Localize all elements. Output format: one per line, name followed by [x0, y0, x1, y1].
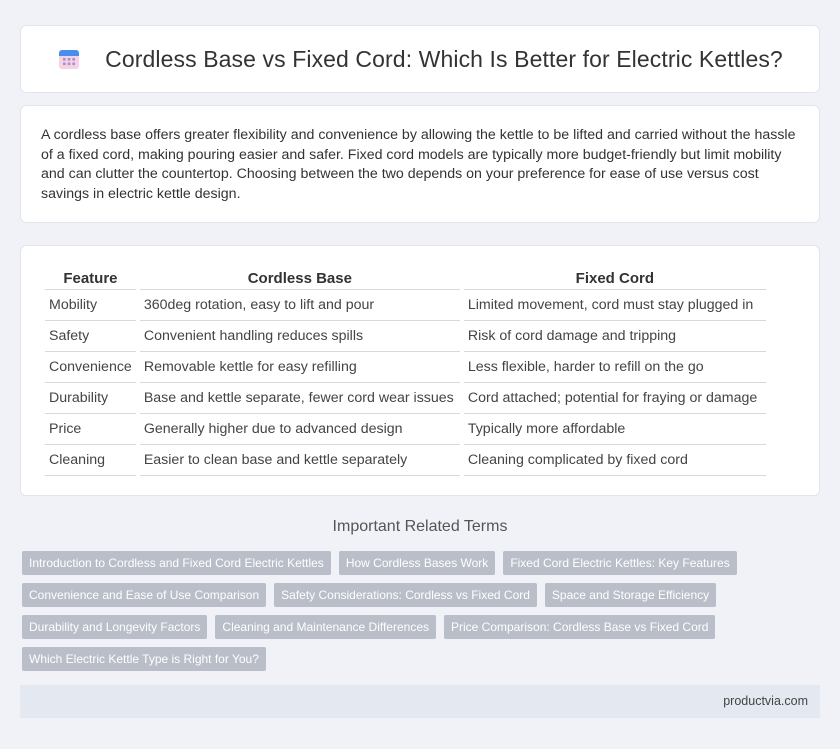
- term-tag[interactable]: Fixed Cord Electric Kettles: Key Features: [503, 551, 736, 575]
- cell-feature: Convenience: [45, 352, 136, 383]
- cell-cordless: 360deg rotation, easy to lift and pour: [140, 290, 460, 321]
- footer-site-link[interactable]: productvia.com: [723, 694, 808, 708]
- intro-text: A cordless base offers greater flexibility and convenience by allowing the kettle to be lifted and carried without the hassle of a fixed cord, making pouring easier and safer. Fixed cord models are typically more budget-friendly but limit mobility and can clutter the countertop. Choosing between the two depends on your preference for ease of use versus cost savings in electric kettle design.: [41, 127, 796, 202]
- table-row: [45, 414, 766, 445]
- cell-feature: Safety: [45, 321, 136, 352]
- term-tag[interactable]: Durability and Longevity Factors: [22, 615, 207, 639]
- cell-feature: Mobility: [45, 290, 136, 321]
- cell-cordless: Removable kettle for easy refilling: [140, 352, 460, 383]
- table-row: [45, 352, 766, 383]
- term-tag[interactable]: How Cordless Bases Work: [339, 551, 496, 575]
- cell-fixed: Risk of cord damage and tripping: [464, 321, 766, 352]
- table-row: [45, 321, 766, 352]
- header-fixed-cord: Fixed Cord: [464, 264, 766, 290]
- page-title: Cordless Base vs Fixed Cord: Which Is Better for Electric Kettles?: [105, 45, 783, 72]
- cell-fixed: Less flexible, harder to refill on the go: [464, 352, 766, 383]
- related-terms-title: Important Related Terms: [332, 518, 508, 535]
- term-tag[interactable]: Space and Storage Efficiency: [545, 583, 716, 607]
- table-row: [45, 290, 766, 321]
- comparison-table: [41, 264, 770, 476]
- header-cordless-base: Cordless Base: [140, 264, 460, 290]
- cell-fixed: Limited movement, cord must stay plugged in: [464, 290, 766, 321]
- term-tag[interactable]: Price Comparison: Cordless Base vs Fixed Cord: [444, 615, 715, 639]
- term-tag[interactable]: Safety Considerations: Cordless vs Fixed Cord: [274, 583, 537, 607]
- term-tag[interactable]: Introduction to Cordless and Fixed Cord Electric Kettles: [22, 551, 331, 575]
- header-card: [20, 25, 820, 93]
- table-row: [45, 383, 766, 414]
- table-header-row: [45, 264, 766, 290]
- cell-fixed: Typically more affordable: [464, 414, 766, 445]
- header-feature: Feature: [45, 264, 136, 290]
- table-row: [45, 445, 766, 476]
- term-tag[interactable]: Cleaning and Maintenance Differences: [215, 615, 436, 639]
- cell-cordless: Easier to clean base and kettle separately: [140, 445, 460, 476]
- intro-card: [20, 105, 820, 223]
- cell-feature: Durability: [45, 383, 136, 414]
- footer: [20, 685, 820, 718]
- calendar-icon: [57, 47, 81, 71]
- related-terms-list: [22, 551, 822, 671]
- term-tag[interactable]: Which Electric Kettle Type is Right for You?: [22, 647, 266, 671]
- cell-cordless: Base and kettle separate, fewer cord wear issues: [140, 383, 460, 414]
- cell-cordless: Convenient handling reduces spills: [140, 321, 460, 352]
- cell-fixed: Cord attached; potential for fraying or damage: [464, 383, 766, 414]
- term-tag[interactable]: Convenience and Ease of Use Comparison: [22, 583, 266, 607]
- cell-feature: Price: [45, 414, 136, 445]
- cell-fixed: Cleaning complicated by fixed cord: [464, 445, 766, 476]
- cell-feature: Cleaning: [45, 445, 136, 476]
- cell-cordless: Generally higher due to advanced design: [140, 414, 460, 445]
- comparison-card: [20, 245, 820, 496]
